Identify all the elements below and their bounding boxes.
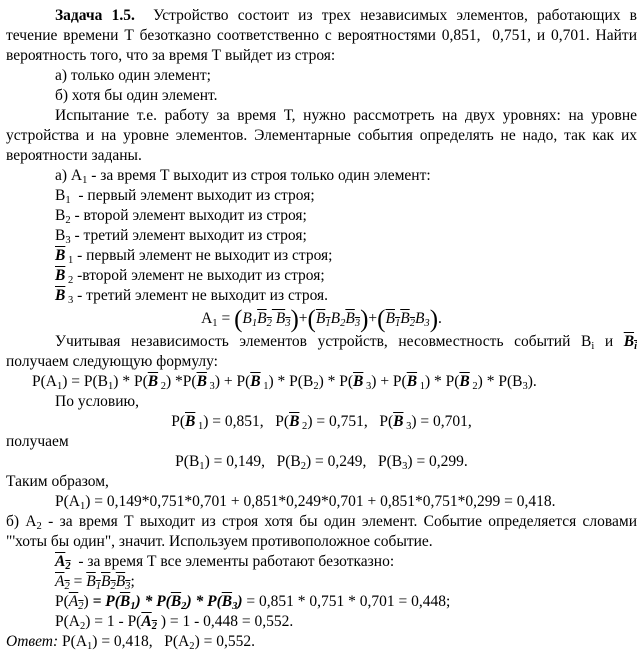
event-a1-definition: а) $A_1$ - за время Т выходит из строя только один элемент: <box>55 167 431 186</box>
event-a2-bar-definition: $A_2$ - за время Т все элементы работают безотказно: <box>55 553 395 572</box>
formula-p-a1-expanded: $P(A_1) = P(B_1) * P(\overline{B}$ $_2$) $*P(\overline{B}$ $_3) + P(\overline{B}$ $_1) * P(B_2) * P(\overline{B}$ $_3) + P(\overline{B}$ $_1) * P(\overline{B}$ $_2) * P(B_3)$. <box>32 373 537 392</box>
p-a1-calculation: $P(A_1) = 0,149*0,751*0,701 + 0,851*0,249*0,701 + 0,851*0,751*0,299 = 0,418$. <box>55 493 556 512</box>
obtain-intro: получаем <box>6 433 69 450</box>
formula-a1-events: $A_1 = (B_1B_2$ $B_3)+(B_1B_2B_3)+(B_1B_2B_3)$. <box>201 306 442 333</box>
approach-line-2: устройства и на уровне элементов. Элементарные события определять не надо, так как их <box>6 127 637 144</box>
given-values: $P(\overline{B}$ $_1$) = 0,851, $P(\overline{B}$ $_2$) = 0,751, $P(\overline{B}$ $_3$) = 0,701, <box>171 413 472 432</box>
case-b-explanation-line-1: б) $A_2$ - за время Т выходит из строя хотя бы один элемент. Событие определяется словами <box>6 513 637 532</box>
event-b3-bar-definition: $\overline{B}$ $_3$ - третий элемент не выходит из строя. <box>55 287 329 306</box>
thus-intro: Таким образом, <box>6 473 109 490</box>
case-a-item: а) только один элемент; <box>55 67 211 84</box>
formula-a2-bar: $A_2 = B_1B_2B_3$; <box>55 573 135 592</box>
p-a2-calculation: $P(A_2) = 1 - P(A_2$ ) = 1 - 0,448 = 0,552. <box>55 613 294 632</box>
derived-values: $P(B_1) = 0,149$, $P(B_2) = 0,249$, $P(B_3) = 0,299$. <box>175 453 468 472</box>
approach-line-3: вероятности заданы. <box>6 147 142 164</box>
approach-line-1: Испытание т.е. работу за время Т, нужно рассмотреть на двух уровнях: на уровне <box>55 107 637 124</box>
independence-note-line-2: получаем следующую формулу: <box>6 353 218 370</box>
event-b3-definition: $B_3$ - третий элемент выходит из строя; <box>55 227 307 246</box>
problem-statement-line-3: вероятность того, что за время Т выйдет из строя: <box>6 47 336 64</box>
event-b2-bar-definition: $\overline{B}$ $_2$ -второй элемент не выходит из строя; <box>55 267 325 286</box>
document <box>6 6 637 652</box>
problem-statement-line-1: Задача 1.5. Устройство состоит из трех независимых элементов, работающих в <box>55 7 637 24</box>
answer-line: Ответ: $P(A_1) = 0,418$, $P(A_2) = 0,552$. <box>6 633 255 652</box>
event-b2-definition: $B_2$ - второй элемент выходит из строя; <box>55 207 307 226</box>
event-b1-bar-definition: $\overline{B}$ $_1$ - первый элемент не выходит из строя; <box>55 247 333 266</box>
case-b-explanation-line-2: "'хоты бы один", значит. Используем противоположное событие. <box>6 533 433 550</box>
case-b-item: б) хотя бы один элемент. <box>55 87 218 104</box>
independence-note-line-1: Учитывая независимость элементов устройств, несовместность событий $B_i$ и $B_i$ <box>55 333 637 352</box>
problem-statement-line-2: течение времени Т безотказно соответственно с вероятностями 0,851, 0,751, и 0,701. Найти <box>6 27 637 44</box>
given-intro: По условию, <box>55 393 140 410</box>
event-b1-definition: $B_1$ - первый элемент выходит из строя; <box>55 187 315 206</box>
p-a2-bar-calculation: $P(A_2) = P(\overline{B}_1) * P(\overline{B}_2) * P(\overline{B}_3) = 0,851 * 0,751 * 0,701 = 0,448$; <box>55 593 451 612</box>
